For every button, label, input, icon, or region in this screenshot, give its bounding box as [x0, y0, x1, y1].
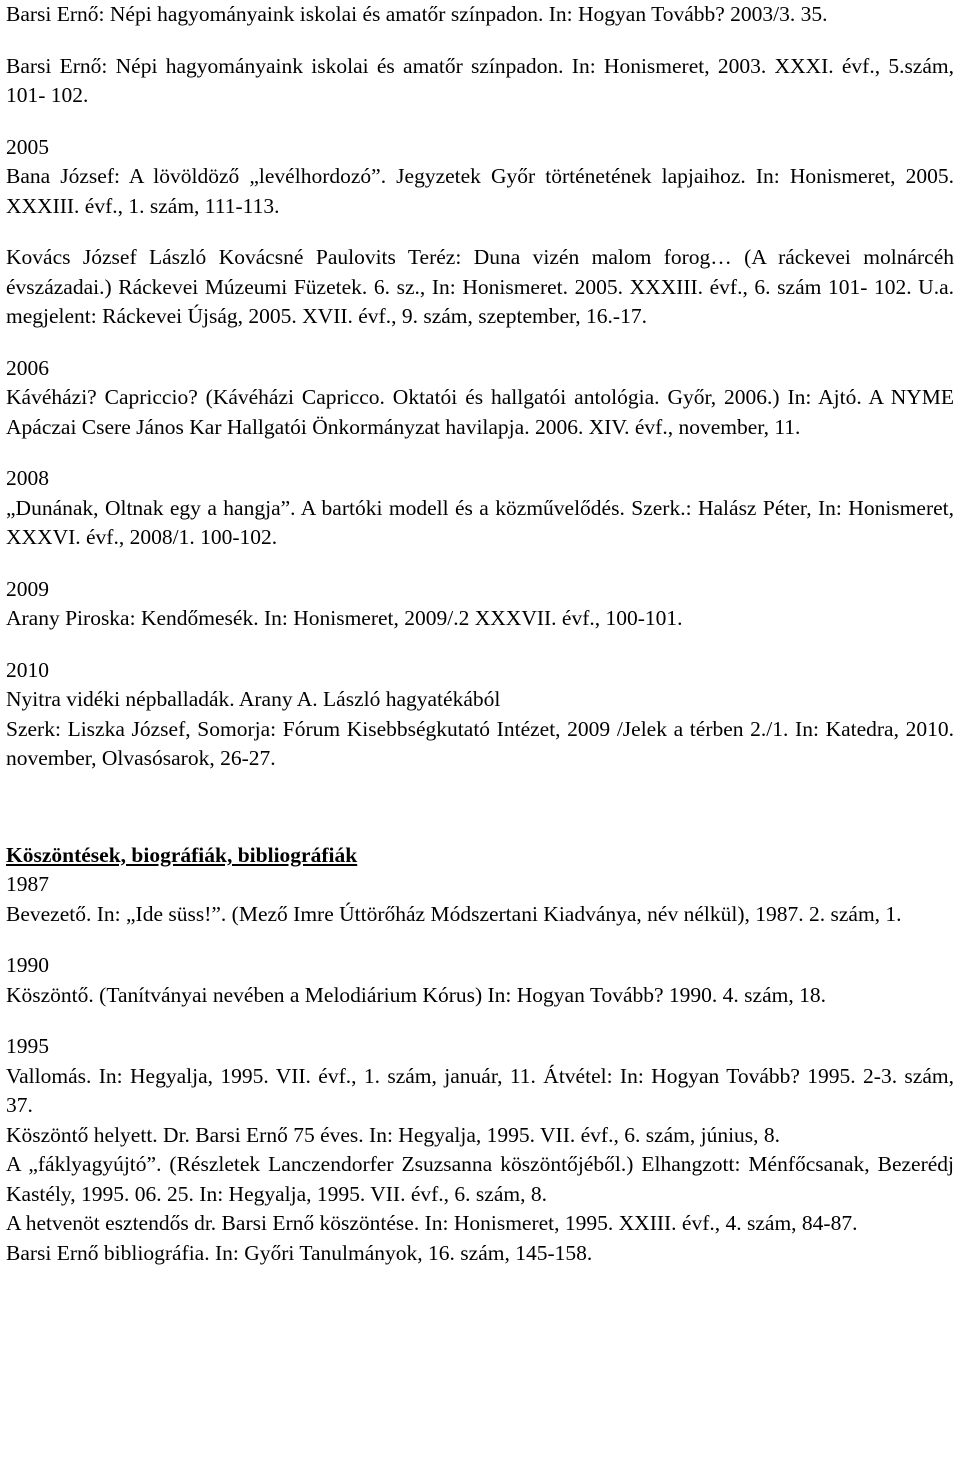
year-group-1995 — [6, 1032, 954, 1268]
year-label: 2006 — [6, 355, 49, 380]
year-label: 2005 — [6, 134, 49, 159]
year-group-2010 — [6, 656, 954, 774]
bibliography-entry: Bana József: A lövöldöző „levélhordozó”. Jegyzetek Győr történetének lapjaihoz. In: Honismeret, 2005. XXXIII. évf., 1. szám, 111-113. — [6, 164, 954, 218]
bibliography-entry: Vallomás. In: Hegyalja, 1995. VII. évf., 1. szám, január, 11. Átvétel: In: Hogyan Tovább? 1995. 2-3. szám, 37. — [6, 1063, 954, 1117]
bibliography-entry: Kávéházi? Capriccio? (Kávéházi Capricco. Oktatói és hallgatói antológia. Győr, 2006.) In: Ajtó. A NYME Apáczai Csere János Kar Hallgatói Önkormányzat havilapja. 2006. XIV. évf., november, 11. — [6, 385, 954, 439]
continuation-block — [6, 0, 954, 111]
bibliography-entry: Köszöntő. (Tanítványai nevében a Melodiárium Kórus) In: Hogyan Tovább? 1990. 4. szám, 18. — [6, 982, 826, 1007]
bibliography-entry: Köszöntő helyett. Dr. Barsi Ernő 75 éves. In: Hegyalja, 1995. VII. évf., 6. szám, június, 8. — [6, 1122, 781, 1147]
year-group-2008 — [6, 464, 954, 553]
bibliography-entry: A hetvenöt esztendős dr. Barsi Ernő köszöntése. In: Honismeret, 1995. XXIII. évf., 4. szám, 84-87. — [6, 1211, 858, 1235]
bibliography-entry: Barsi Ernő: Népi hagyományaink iskolai és amatőr színpadon. In: Honismeret, 2003. XXXI. évf., 5.szám, 101- 102. — [6, 53, 954, 107]
bibliography-entry: Nyitra vidéki népballadák. Arany A. László hagyatékából — [6, 687, 501, 711]
bibliography-entry: Szerk: Liszka József, Somorja: Fórum Kisebbségkutató Intézet, 2009 /Jelek a térben 2./1. In: Katedra, 2010. november, Olvasósarok, 26-27. — [6, 716, 954, 770]
year-label: 2009 — [6, 576, 49, 601]
year-group-1990 — [6, 951, 954, 1010]
bibliography-entry: Barsi Ernő: Népi hagyományaink iskolai és amatőr színpadon. In: Hogyan Tovább? 2003/3. 35. — [6, 2, 828, 26]
year-label: 2008 — [6, 466, 49, 490]
bibliography-entry: A „fáklyagyújtó”. (Részletek Lanczendorfer Zsuzsanna köszöntőjéből.) Elhangzott: Ménfőcsanak, Bezerédj Kastély, 1995. 06. 25. In: Hegyalja, 1995. VII. évf., 6. szám, 8. — [6, 1152, 954, 1206]
year-label: 2010 — [6, 657, 49, 682]
year-group-1987 — [6, 870, 954, 929]
year-label: 1990 — [6, 953, 49, 977]
year-group-2006 — [6, 354, 954, 443]
bibliography-entry: „Dunának, Oltnak egy a hangja”. A bartóki modell és a közművelődés. Szerk.: Halász Péter, In: Honismeret, XXXVI. évf., 2008/1. 100-102. — [6, 495, 954, 549]
bibliography-entry: Bevezető. In: „Ide süss!”. (Mező Imre Úttörőház Módszertani Kiadványa, név nélkül), 1987. 2. szám, 1. — [6, 901, 902, 926]
year-group-2009 — [6, 575, 954, 634]
year-label: 1995 — [6, 1034, 49, 1058]
bibliography-entry: Kovács József László Kovácsné Paulovits Teréz: Duna vizén malom forog… (A ráckevei molnárcéh évszázadai.) Ráckevei Múzeumi Füzetek. 6. sz., In: Honismeret. 2005. XXXIII. évf., 6. szám 101- 102. U.a. megjelent: Ráckevei Újság, 2005. XVII. évf., 9. szám, szeptember, 16.-17. — [6, 245, 954, 328]
section-heading: Köszöntések, biográfiák, bibliográfiák — [6, 842, 358, 867]
year-label: 1987 — [6, 872, 49, 896]
bibliography-entry: Arany Piroska: Kendőmesék. In: Honismeret, 2009/.2 XXXVII. évf., 100-101. — [6, 606, 683, 630]
year-group-2005 — [6, 133, 954, 332]
bibliography-entry: Barsi Ernő bibliográfia. In: Győri Tanulmányok, 16. szám, 145-158. — [6, 1240, 593, 1265]
